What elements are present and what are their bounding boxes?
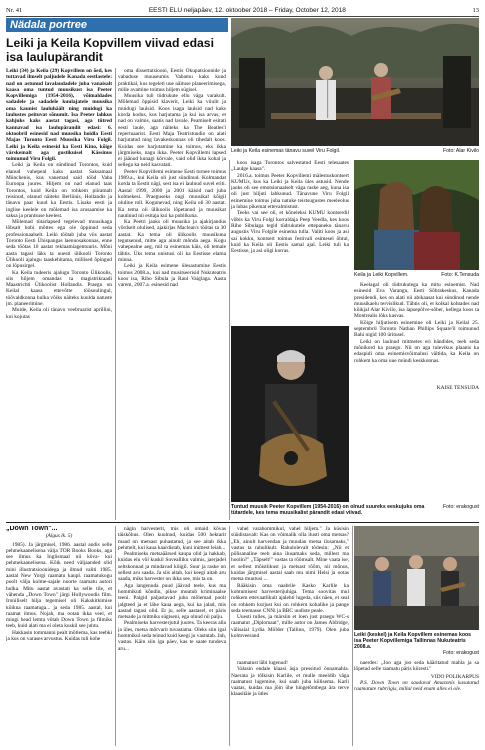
article2-title: „Down Town"... [6,526,58,532]
article-paragraph: nägin harvesterit, mis oli omaid kõvas täiskõhus. Olen kuulnud, kuidas 500 hektarit maad on metsast puhastatud, ja see aitab ikka pehmelt, kui kaua kaardistab, kuni inimest leiab... [118,526,226,551]
article-paragraph: Leiki ja Keila esimene ülesastumine Eestis toimus 2008.a., kui nad musitseerisid Nukuteatris koos isa, Riho Sibula ja Raul Vaiglaga. Aasta varem, 2007.a. esinesid nad [118,263,226,289]
photo-caption [231,504,479,516]
article-paragraph: Leiki on laulnud mitmetes eri bändides, teeb seda mõnikord ka praegu. Nii on aga tulevikus plaanis ka edaspidi oma esinemisvõimalusi vältida, ka Keila on rohkem ka oma uue mündi keskkonnas. [354,338,479,364]
page-header [6,4,479,17]
author-signature: KAISE TENSUDA [436,385,479,391]
article-paragraph: Pealmiseks harvesterjutul juures. Ta keeras alla ja üles, metsa mõrvarit tuvastama. Oleks siin igal hommikul seda teinud kuid keegi ju vastutab. Jah, vastas. Käin siin iga päev, kas te saate tundeva aru... [118,620,226,652]
article-paragraph: Valasin endale klaasi äsja pressitud õunamahla. Naerata ja tõlkisin Karlile, et mulle meeldib väga raamatust lugemine, kui saab juba kõlisema. Karli vaatas, kuidas ma jõin ühe hingetõmbega ära terve klaasitäie ja ütles [231,666,349,698]
article2-column-4 [231,660,349,746]
article-paragraph: Kõige hiljutisem esinemine oli Leiki ja Keilal 25. septembril Toronto Nathan Phillips Square'il toimunud Bahi nigid 100 üritusel. [354,319,479,339]
article-column-4-cont [354,384,479,500]
article-column-4 [354,282,479,380]
article2-column-5 [354,660,479,746]
article-paragraph: vahel varahommikul, vahel hiljem." Ja küsisin süüdistavalt: Kas on võimalik olla ilusti oma metsas? „Eh, ainult harvendan ja muudan metsa ilusamaks," vastas ta rahulikult. Rahulolevalt tõdesin: „Nii et põlisanaline teeb aina ilusamaks seda, millest ma hoolin?" „Täpselt!" vastas ta rõõmsalt. Mine vaata ise, et sellest mõistlikust ja metsast rõõm, nii mõnus, kuidas järgmisel aastal saab mu nimi Helsi ja ootas metsa muutusi ... [231,526,349,583]
article-paragraph: Leiki ja Keila on sündinud Torontos, kuid elanud vahepeal kaks aastat Saksamaal Münchenis, kus vanemad said tööd Vaba Euroopa juures. Hiljem on nad elanud taas Torontos, kuid Keila on rohkem piiramalt reisinud, elanud näiteks Berliinis, Hollandis ja tänavu paar kuud ka Eestis. Lisaks eesti ja inglise keelele on mõlemad isa arusaamise ka saksa ja prantsuse keelest. [6,162,112,219]
column-rule [115,526,116,746]
photo-caption-text: Tuntud muusik Peeter Kopvillem (1954-2016) on olnud suureks eeskujuks oma tütardele, kes tema muusikalist pärandit edasi viivad. [231,504,425,516]
photo-caption [354,632,479,656]
column-rule [115,68,116,520]
author-signature: VIDO POLIKARPUS [430,673,479,680]
photo-stage-performance [231,18,479,146]
article-paragraph: 2016.a. toimus Peeter Kopvillemi mälestuskontsert KUMUs, kus ka Leiki ja Keila üles astusid. Nende jaoks oli see emotsionaalselt väga raske aeg, kuna isa oli just hiljuti lahkunud. Tänavune Viru Folgil esinemine toimus juba natuke teistsugustes meeleolus ja lubas pikemat ettevalmistust. [231,172,349,211]
article-paragraph: Pealmiseks metsaäärsed kaupa olid ja hakkab, kuidas elu või kuskil Suvealliku valmis, jaerjadel seltskonnad ja mindavad kõigil. Suur ja raske on sellest aru saada. Ja siis aitab, kui keegi aitab aru saada, miks harvester on ikka see, mis ta on. [118,551,226,583]
article-paragraph: Keelagal oli tüdrukutega ka mitu esinemist. Nad esinesid Eva Varangu, Eesti Sõbrakeskus, Kanada presidendi, kes on alati nii abikaasat kui sündinud nende muusikaelu tervislikud. Tähtis oli, et kolkal kohtades nad kõikjal Alar Kivilo, isa lapsepõlve-sõber, kellega koos ta Montrealis lõks kasvas. [354,282,479,320]
article-paragraph: Teeks vai see oli, et kõneleksi KUMU kontserdil võbis ka Viru Folgi korraldaja Peep Veedla, kes koos Riho Sibulaga tegid tüdrukutele ettepaneku tänavu augustis Viru Folgile esinema tulla. Valiti koos ja asi sai kokku, kontsert toimus festivali esimesel õhtul, kuid ka Keila oli Eestis samal ajal. Leiki tuli ka Eestisse, ja asi oligi korras. [231,210,349,255]
article-paragraph: Ka Peetri jaoks oli muusika ja ajakirjandus võrdselt olulised, ajakirjas Maclean's töötas ta 30 aastat. Ka tema oli ülikoolis muusikuna tegutsenud, mitte aga ainult mõnda aega. Kogu vahepealne aeg, mil ta esinemas käis, oli temale tähtis. Üks tema unistusi oli ka Eestisse elama minna. [118,219,226,263]
photo-family-stage [354,526,479,630]
section-banner [6,18,228,32]
photo-credit: Foto: erakogust [442,650,479,656]
article-paragraph: Muide, Keila oli tänavu veebruarist aprillini, kui kojutas [6,307,112,320]
article2-column-2 [118,526,226,746]
article-lead: Leiki (34) ja Keila (29) Kopvillem on õed, kes tuttavad ilmselt paljudele Kanada eestlastele: nad on astunud lavalaudadele juba vanaisalt kaasa oma tuntud muusikust isa Peeter Kopvillemiga (1954-2016), võimaldades sadadele ja sadadele kuulajatele muusika oma kaunist lauluhäält ning muidugi ka laulustes peituvat sõnumit. Isa Peeter lahkus kahjuks kaks aastat tagasi, aga tütred kannavad isa laulupärandit edasi: 6. oktoobril esinesid nad muusika hoidla Eesti Majas Toronto Eesti Muusika Viru Folgil. Leiki ja Keila esinesid ka Eesti Kino, kõige värskemalt aga gustikuisel Kässinus toimunud Viru Folgil. [6,68,112,163]
article-paragraph: Peeter Kopvillemi esimene Eesti turnee toimus 1989.a., kui Keila oli just sündinud. Kolmandat korda ta Eestit nägi, sest isa ei laulnud suvel eriti. Aastal 1999, 2000 ja 2001 käisid nad juba kolmekesi. Praeguseks ongi muusikal kõigil oluline roll. Kogunevad, ning Keila oli 30 aastat. Ka tema oli ülikoolis lõpetanud ja muusikat nautinud nii esitaja kui ka publikuna. [118,168,226,219]
header-dateline: EESTI ELU neljapäev, 12. oktoober 2018 – Friday, October 12, 2018 [148,6,346,14]
photo-father-guitar [231,326,349,502]
section-banner-label: Nädala portree [10,19,88,31]
article-column-2 [118,68,226,520]
postscript: P.S. Down Town on saadaval Amazonis kasutatud raamatute rubriigis, millal neid enam alles ei ole. [354,679,479,693]
article-paragraph: Uuesti tulles, ja märsiin et loen just praegu WC-s raamatut „Diplomaat", mille autor on James Aldridge, välisaial Lydia Mölder (Tallinn, 1979). Olen juba kolmveerand [231,614,349,640]
article-column-1 [6,68,112,520]
article-column-3 [231,160,349,320]
article-paragraph: naerdes: „Joo aga joo seda kääritatud mahla ja sa lõpetad selle raamatu päris kiiresti." [354,660,479,673]
article2-column-1 [6,526,112,746]
photo-credit: Foto: Alar Kivilo [442,148,479,154]
column-rule [229,526,230,746]
article-paragraph: Aga langenuda puud jäävad teele, kus ma hommikuti kõndin, pikse muutub kriminaalse teeni. Palgid paljastavad juba mõlemad poolt jalgteed ja et lähe kaua aega, kui ka jalad, mis aastad tagasi olid. Et ju, selle aastasel, et päris metsade ja mitmiks sügiseni, ega olnud nii palju. [118,582,226,621]
article-paragraph: oma dissertatsiooni, Eestis Okupatsioonide ja vabaduse muuseumis Vabamu kaks kuud praktikal, kus tegeleti uue näituse planeerimisega, mille avamine toimus hiljem sügisel. [118,68,226,93]
article-paragraph: raamatust läbi lugenud! [237,660,288,666]
section-divider [6,522,479,523]
photo-credit: Foto: K.Tensuda [441,272,479,278]
article-title: Leiki ja Keila Kopvillem viivad edasi isa laulupärandit [6,36,214,64]
column-rule [352,526,353,746]
article-paragraph: Mõlemad tütarlapsed tegelevad muusikaga lõbsalt hobi mõttes ega ole õppinud seda professionaalselt. Leiki töötab juba viis aastat Toronto Eesti Ühispangas laenuosakonnas, enne seda töötas 10 aastat reklaamiagentuuris. Mõni aasta tagasi läks ta uuesti ülikooli Toronto Ülikooli ajalugu taaskehitama, millised õpingud on lõpusirgel. [6,219,112,270]
page-number-right: 13 [472,6,479,14]
photo-caption-text: Leiki ja Keila esinemas tänavu suvel Viru Folgil. [231,148,341,154]
photo-caption [231,148,479,154]
article-paragraph: Hakkasin tommanni pealt mõtlema, kas teebki ja kus on varases arvustus. Kuidas tuli kohe [6,629,112,643]
column-rule [229,160,230,520]
article-paragraph: Muusika tuli tüdrukute ellu väga varakult. Mõlemad õppisid klaverit, Leiki ka viiulit ja muidugi laulsid. Koos isaga laulsid nad kaks korda kodus, kus harjutama ja kui isa arvas, et nad on valmis, saatis nad lavale. Peamiselt esitati eesti laule, aga näiteks ka The Beatles'i repertuaarist. Eesti Maja Teatristuudio on alati harjutatud ning lavakeskonnas oli tihedalt koos. Kuidas see harjutamine ka toimus, eks ikka järgmiseks, nagu ikka. Peeter Kopvillemi lapsed ei jäänud kunagi kõrvale, vaid olid ikka kohal ja sellega ka neid kasvatati. [118,93,226,169]
article-paragraph: Rääkisin oma naabrile Kasko Karlile ka kohtumisest harvesterijuhiga. Tema soovitas mul rohkem ettevaatlikult ajalehti lugeda, siis näen, et seal on rohkem kurjust kui on rohkem kohalike ja pange seda teemasse CNNi ja BBC uudiste peale. [231,582,349,614]
article-paragraph: Ka Keila tudeeris ajalugu Toronto Ülikoolis, siis hiljem omandas ta magistrikraadi Maastrichti Ülikoolist Hollandis. Praegu on Keilal kaasa ettevõtte töösoulingul, töövaldkonna hulka võiks näiteks kuulda natuste jm. planeerimine. [6,269,112,307]
photo-portrait-sisters [354,160,479,270]
article-paragraph: koos isaga Torontos salvestatud Eesti telesaates „Laulge kaasa". [231,160,349,173]
photo-credit: Foto: erakogust [442,504,479,510]
page-number-left: Nr. 41 [6,6,23,14]
photo-caption-text: Leiki (keskel) ja Keila Kopvillem esinemas koos isa Peeter Kopvillemiga Tallinnas Nukuteatris 2008.a. [354,632,472,650]
photo-caption-text: Keila ja Leiki Kopvillem. [354,272,409,278]
photo-caption [354,272,479,278]
article-paragraph: 1985). Ja järgmisel, 1986. aastal andis selle pehmekaanelisena välja TOR Books Books, aga see ilmus ka Inglismaal nii kõva- kui pehmekaanelisena. Kõik need väljaanded olid mini illustratsioonidega ja ilmud valiti 1985. aastal New Yorgi raamatu kaupl. raamatukogu poolt välja kolme-sajale noorte raamatu autori hulka. Mitu aastat avastati ka selle tile, et vähenda „Down Town" järgi Hollywoodis film. Ironiliselt hilja tegemisel oli Kakskitkimise kõikna raamatuga... ja seda 1985. aastal, kui raamat ilmus. Nojah, ma ootan ikka veel, et mingi head lemta võtab Down Town ja filmiks teeb, kuid alati ma ei oleta kuskil see juhtu. [6,541,112,630]
article2-continued-note: (Algus lk. 5) [45,533,73,540]
